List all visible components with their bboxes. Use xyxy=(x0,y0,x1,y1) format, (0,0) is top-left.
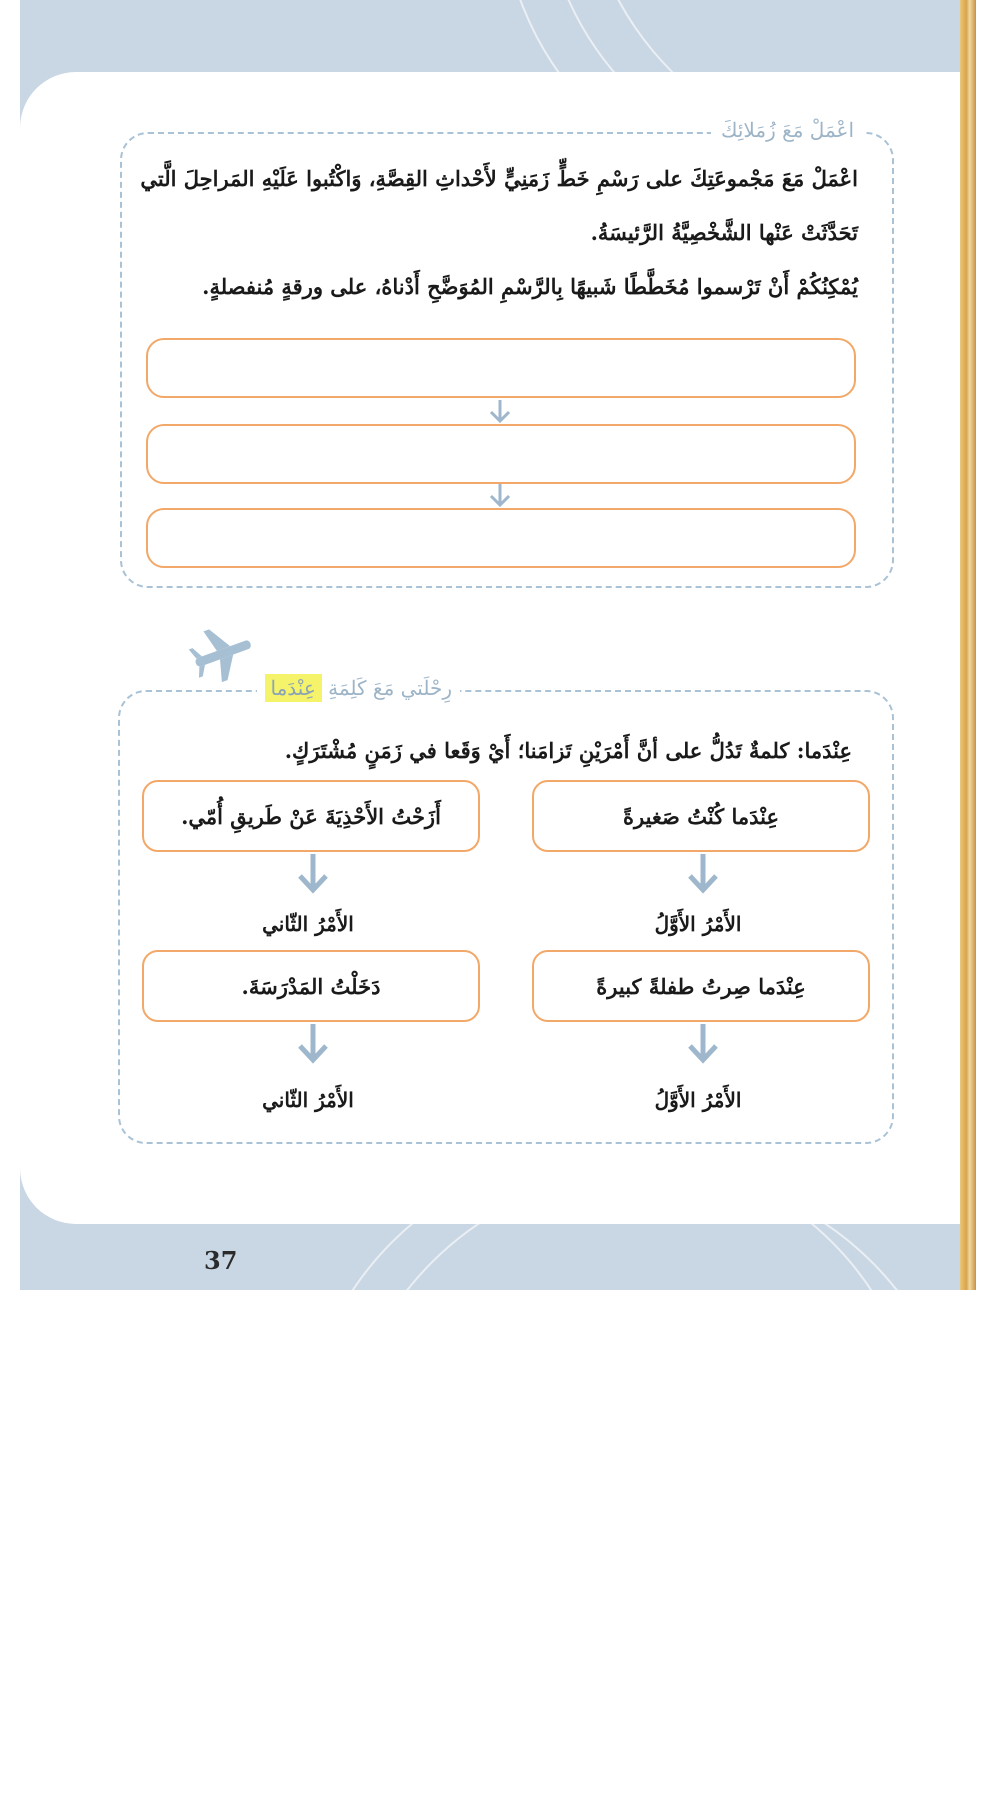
down-arrow-icon xyxy=(686,1022,720,1066)
down-arrow-icon xyxy=(686,852,720,896)
instruction-line-1: اعْمَلْ مَعَ مَجْموعَتِكَ على رَسْمِ خَطٍّ زَمَنِيٍّ لأَحْداثِ القِصَّةِ، وَاكْتُبوا عَلَيْهِ المَراحِلَ الَّتي xyxy=(140,166,858,191)
down-arrow-icon xyxy=(488,482,512,508)
instruction-line-2: تَحَدَّثَتْ عَنْها الشَّخْصِيَّةُ الرَّئيسَةُ. xyxy=(590,220,858,245)
highlighted-word: عِنْدَما xyxy=(265,674,322,702)
book-edge xyxy=(960,0,976,1290)
second-event-label: الأَمْرُ الثّاني xyxy=(262,1088,354,1112)
first-event-box: عِنْدَما صِرتُ طفلةً كبيرةً xyxy=(532,950,870,1022)
timeline-box-2[interactable] xyxy=(146,424,856,484)
second-event-box: أَزَحْتُ الأَحْذِيَةَ عَنْ طَريقِ أُمّي. xyxy=(142,780,480,852)
first-event-box: عِنْدَما كُنْتُ صَغيرةً xyxy=(532,780,870,852)
down-arrow-icon xyxy=(488,398,512,424)
definition-text: عِنْدَما: كلمةٌ تَدُلُّ على أنَّ أَمْرَيْنِ تَزامَنا؛ أَيْ وَقَعا في زَمَنٍ مُشْتَرَكٍ. xyxy=(284,738,852,763)
second-event-box: دَخَلْتُ المَدْرَسَةَ. xyxy=(142,950,480,1022)
section2-heading xyxy=(257,676,461,700)
down-arrow-icon xyxy=(296,1022,330,1066)
down-arrow-icon xyxy=(296,852,330,896)
first-event-label: الأَمْرُ الأَوَّلُ xyxy=(654,1088,742,1112)
section2-heading-prefix: رِحْلَتي مَعَ كَلِمَةِ xyxy=(328,676,452,700)
timeline-box-3[interactable] xyxy=(146,508,856,568)
instruction-line-3: يُمْكِنُكُمْ أَنْ تَرْسموا مُخَطَّطًا شَبيهًا بِالرَّسْمِ المُوَضَّحِ أَدْناهُ، على ورقةٍ مُنفصلةٍ. xyxy=(202,274,858,299)
section1-heading: اعْمَلْ مَعَ زُمَلائِكَ xyxy=(711,118,864,142)
first-event-label: الأَمْرُ الأَوَّلُ xyxy=(654,912,742,936)
timeline-box-1[interactable] xyxy=(146,338,856,398)
page-number: 37 xyxy=(204,1246,238,1275)
second-event-label: الأَمْرُ الثّاني xyxy=(262,912,354,936)
airplane-icon xyxy=(188,622,258,684)
